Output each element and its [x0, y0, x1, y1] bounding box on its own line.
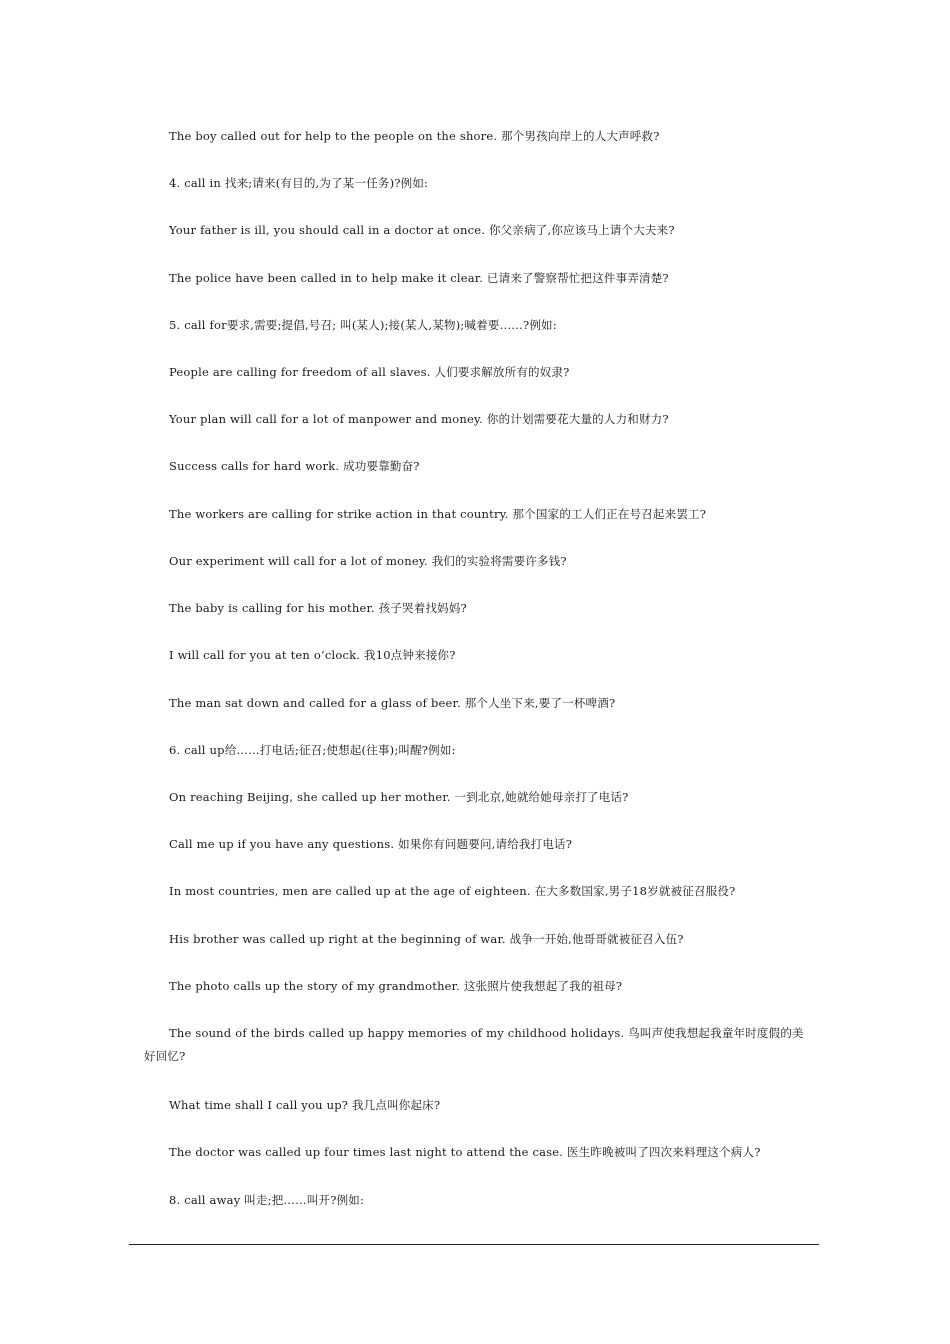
phrase-heading: 4. call in 找来;请来(有目的,为了某一任务)?例如: [169, 176, 429, 190]
example-sentence: Call me up if you have any questions. 如果你有问题要问,请给我打电话? [169, 837, 573, 851]
example-sentence: The workers are calling for strike action in that country. 那个国家的工人们正在号召起来罢工? [169, 507, 707, 521]
phrase-heading: 8. call away 叫走;把……叫开?例如: [169, 1193, 365, 1207]
example-sentence: The baby is calling for his mother. 孩子哭着找妈妈? [169, 601, 467, 615]
example-sentence: The doctor was called up four times last night to attend the case. 医生昨晚被叫了四次来料理这个病人? [169, 1145, 761, 1159]
example-sentence: Success calls for hard work. 成功要靠勤奋? [169, 459, 420, 473]
example-sentence: His brother was called up right at the beginning of war. 战争一开始,他哥哥就被征召入伍? [169, 932, 684, 946]
example-sentence: The man sat down and called for a glass of beer. 那个人坐下来,要了一杯啤酒? [169, 696, 616, 710]
example-sentence: What time shall I call you up? 我几点叫你起床? [169, 1098, 441, 1112]
example-sentence: People are calling for freedom of all slaves. 人们要求解放所有的奴隶? [169, 365, 570, 379]
phrase-heading: 6. call up给……打电话;征召;使想起(往事);叫醒?例如: [169, 743, 456, 757]
example-sentence: The sound of the birds called up happy memories of my childhood holidays. 鸟叫声使我想起我童年时度假的美好回忆? [144, 1026, 804, 1063]
footer-rule [129, 1244, 819, 1245]
example-sentence: The photo calls up the story of my grandmother. 这张照片使我想起了我的祖母? [169, 979, 623, 993]
example-sentence: The boy called out for help to the people on the shore. 那个男孩向岸上的人大声呼救? [169, 129, 660, 143]
example-sentence: On reaching Beijing, she called up her mother. 一到北京,她就给她母亲打了电话? [169, 790, 629, 804]
example-sentence: Your plan will call for a lot of manpower and money. 你的计划需要花大量的人力和财力? [169, 412, 669, 426]
example-sentence: Our experiment will call for a lot of money. 我们的实验将需要许多钱? [169, 554, 567, 568]
example-sentence: Your father is ill, you should call in a doctor at once. 你父亲病了,你应该马上请个大夫来? [169, 223, 675, 237]
phrase-heading: 5. call for要求,需要;提倡,号召; 叫(某人);接(某人,某物);喊着要……?例如: [169, 318, 557, 332]
example-sentence: I will call for you at ten o’clock. 我10点钟来接你? [169, 648, 456, 662]
example-sentence: In most countries, men are called up at the age of eighteen. 在大多数国家,男子18岁就被征召服役? [169, 884, 736, 898]
example-sentence: The police have been called in to help make it clear. 已请来了警察帮忙把这件事弄清楚? [169, 271, 669, 285]
